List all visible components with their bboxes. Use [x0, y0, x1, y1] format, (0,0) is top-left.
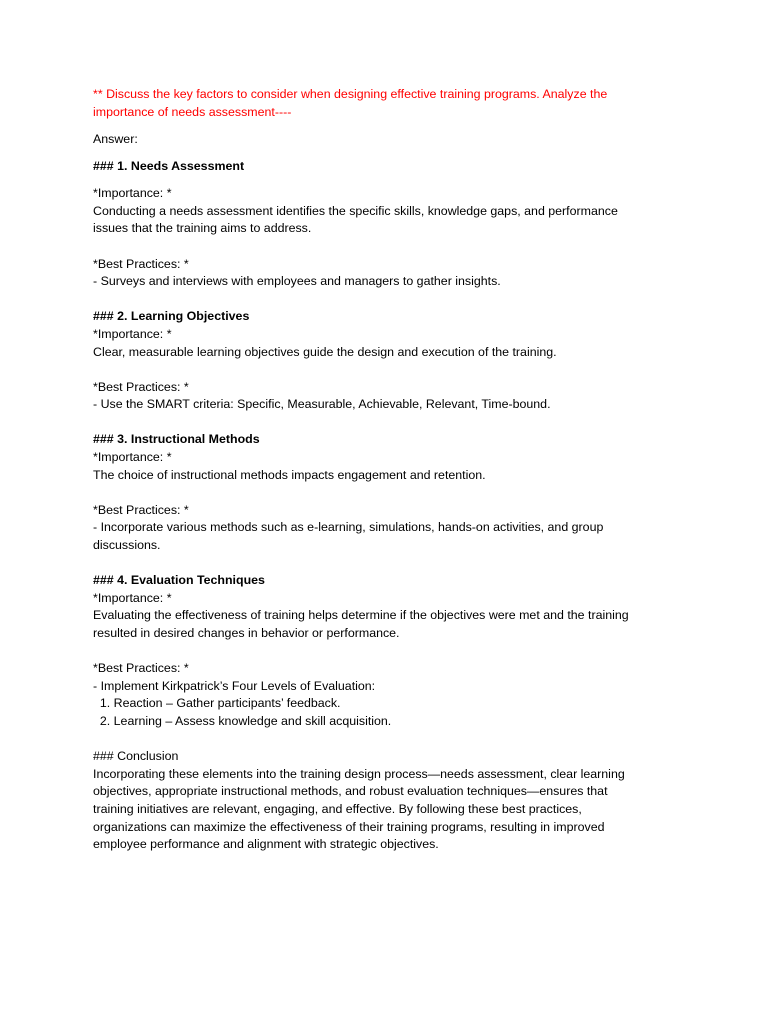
best-practices-text: discussions.: [93, 538, 161, 553]
section-conclusion: [93, 748, 673, 854]
importance-text: Clear, measurable learning objectives guide the design and execution of the training.: [93, 344, 557, 359]
importance-text: issues that the training aims to address.: [93, 221, 312, 236]
conclusion-text: training initiatives are relevant, engaging, and effective. By following these best practices,: [93, 801, 582, 816]
best-practices-text: - Implement Kirkpatrick’s Four Levels of Evaluation:: [93, 678, 376, 693]
answer-label: Answer:: [93, 131, 138, 146]
importance-text: The choice of instructional methods impacts engagement and retention.: [93, 467, 486, 482]
conclusion-heading: ### Conclusion: [93, 749, 179, 764]
best-practices-list-item: 1. Reaction – Gather participants’ feedback.: [93, 696, 341, 711]
best-practices-label: *Best Practices: *: [93, 502, 189, 517]
question-line: importance of needs assessment----: [93, 104, 292, 119]
importance-text: Evaluating the effectiveness of training helps determine if the objectives were met and the training: [93, 608, 629, 623]
question-block: [93, 86, 673, 121]
document-body: [93, 86, 673, 854]
conclusion-text: Incorporating these elements into the training design process—needs assessment, clear learning: [93, 766, 625, 781]
section-heading: ### 1. Needs Assessment: [93, 158, 245, 173]
best-practices-label: *Best Practices: *: [93, 256, 189, 271]
best-practices-list-item: 2. Learning – Assess knowledge and skill acquisition.: [93, 713, 392, 728]
best-practices-text: - Use the SMART criteria: Specific, Measurable, Achievable, Relevant, Time-bound.: [93, 397, 551, 412]
conclusion-text: employee performance and alignment with strategic objectives.: [93, 837, 439, 852]
section-heading: ### 4. Evaluation Techniques: [93, 573, 265, 588]
importance-text: resulted in desired changes in behavior or performance.: [93, 626, 400, 640]
importance-label: *Importance: *: [93, 450, 172, 465]
section-heading: ### 2. Learning Objectives: [93, 309, 250, 324]
best-practices-label: *Best Practices: *: [93, 661, 189, 676]
section-evaluation-techniques: [93, 572, 673, 730]
question-line: ** Discuss the key factors to consider when designing effective training programs. Analyze the: [93, 87, 608, 101]
importance-text: Conducting a needs assessment identifies the specific skills, knowledge gaps, and performance: [93, 203, 618, 218]
best-practices-label: *Best Practices: *: [93, 379, 189, 394]
conclusion-text: organizations can maximize the effectiveness of their training programs, resulting in improved: [93, 819, 605, 834]
importance-label: *Importance: *: [93, 590, 172, 605]
section-learning-objectives: [93, 308, 673, 414]
importance-label: *Importance: *: [93, 186, 172, 201]
section-heading: ### 3. Instructional Methods: [93, 432, 260, 447]
conclusion-text: objectives, appropriate instructional methods, and robust evaluation techniques—ensures that: [93, 784, 608, 799]
best-practices-text: - Surveys and interviews with employees and managers to gather insights.: [93, 274, 501, 289]
section-needs-assessment: [93, 158, 673, 291]
section-instructional-methods: [93, 431, 673, 554]
best-practices-text: - Incorporate various methods such as e-learning, simulations, hands-on activities, and group: [93, 520, 604, 535]
importance-label: *Importance: *: [93, 326, 172, 341]
